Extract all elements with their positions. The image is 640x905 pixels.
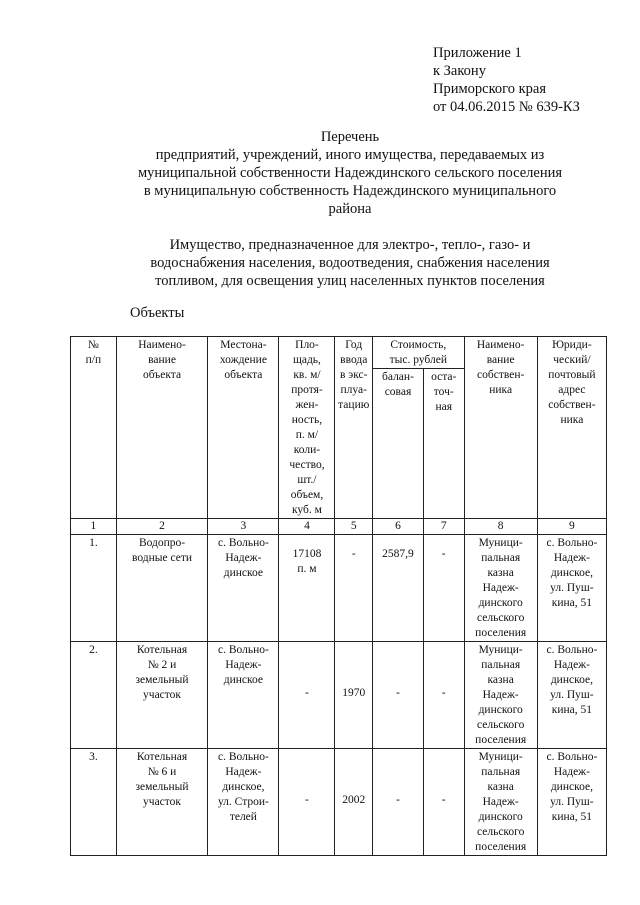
col-number: 3 xyxy=(208,519,279,535)
cell-num: 1. xyxy=(71,535,117,642)
header-residual: оста- точ- ная xyxy=(423,369,464,519)
title-line: муниципальной собственности Надеждинского сельского поселения xyxy=(137,165,563,181)
cell-owner: Муници- пальная казна Надеж- динского сельского поселения xyxy=(464,535,537,642)
table-row xyxy=(71,535,607,642)
header-row xyxy=(71,337,607,369)
header-area: Пло- щадь, кв. м/ протя- жен- ность, п. м/ коли- чество, шт./ объем, куб. м xyxy=(279,337,335,519)
cell-area: 17108 п. м xyxy=(279,535,335,642)
cell-location: с. Вольно- Надеж- динское xyxy=(208,642,279,749)
table-row xyxy=(71,642,607,749)
cell-year: 2002 xyxy=(335,749,373,856)
cell-area: - xyxy=(279,749,335,856)
title-line: района xyxy=(328,201,372,217)
cell-location: с. Вольно- Надеж- динское xyxy=(208,535,279,642)
subtitle-line: Имущество, предназначенное для электро-, тепло-, газо- и xyxy=(169,237,531,253)
col-number: 5 xyxy=(335,519,373,535)
header-balance: балан- совая xyxy=(373,369,424,519)
title-line: в муниципальную собственность Надеждинского муниципального xyxy=(143,183,557,199)
appendix-reference xyxy=(433,44,580,116)
document-subtitle xyxy=(100,236,600,290)
header-year: Год ввода в экс- плуа- тацию xyxy=(335,337,373,519)
header-cost: Стоимость, тыс. рублей xyxy=(373,337,465,369)
cell-address: с. Вольно- Надеж- динское, ул. Пуш- кина, 51 xyxy=(537,749,606,856)
cell-owner: Муници- пальная казна Надеж- динского сельского поселения xyxy=(464,642,537,749)
col-number: 8 xyxy=(464,519,537,535)
cell-balance: - xyxy=(373,749,424,856)
cell-year: 1970 xyxy=(335,642,373,749)
col-number: 7 xyxy=(423,519,464,535)
header-name: Наимено- вание объекта xyxy=(116,337,208,519)
cell-balance: - xyxy=(373,642,424,749)
appendix-line: от 04.06.2015 № 639-КЗ xyxy=(433,99,580,115)
cell-area: - xyxy=(279,642,335,749)
cell-year: - xyxy=(335,535,373,642)
document-title xyxy=(100,128,600,218)
column-number-row xyxy=(71,519,607,535)
header-num: № п/п xyxy=(71,337,117,519)
cell-owner: Муници- пальная казна Надеж- динского сельского поселения xyxy=(464,749,537,856)
col-number: 2 xyxy=(116,519,208,535)
subtitle-line: водоснабжения населения, водоотведения, снабжения населения xyxy=(150,255,550,271)
subtitle-line: топливом, для освещения улиц населенных пунктов поселения xyxy=(155,273,545,289)
col-number: 6 xyxy=(373,519,424,535)
appendix-line: Приморского края xyxy=(433,81,547,97)
cell-num: 2. xyxy=(71,642,117,749)
cell-address: с. Вольно- Надеж- динское, ул. Пуш- кина, 51 xyxy=(537,535,606,642)
header-address: Юриди- ческий/ почтовый адрес собствен- ника xyxy=(537,337,606,519)
header-location: Местона- хождение объекта xyxy=(208,337,279,519)
cell-name: Котельная № 6 и земельный участок xyxy=(116,749,208,856)
property-table xyxy=(70,336,607,856)
title-line: предприятий, учреждений, иного имущества, передаваемых из xyxy=(155,147,545,163)
col-number: 9 xyxy=(537,519,606,535)
cell-address: с. Вольно- Надеж- динское, ул. Пуш- кина, 51 xyxy=(537,642,606,749)
cell-balance: 2587,9 xyxy=(373,535,424,642)
header-owner: Наимено- вание собствен- ника xyxy=(464,337,537,519)
cell-residual: - xyxy=(423,642,464,749)
col-number: 4 xyxy=(279,519,335,535)
title-heading: Перечень xyxy=(320,129,380,145)
appendix-line: к Закону xyxy=(433,63,486,79)
cell-name: Водопро- водные сети xyxy=(116,535,208,642)
cell-num: 3. xyxy=(71,749,117,856)
cell-residual: - xyxy=(423,749,464,856)
appendix-line: Приложение 1 xyxy=(433,45,522,61)
cell-residual: - xyxy=(423,535,464,642)
cell-location: с. Вольно- Надеж- динское, ул. Строи- телей xyxy=(208,749,279,856)
col-number: 1 xyxy=(71,519,117,535)
objects-label: Объекты xyxy=(130,305,185,321)
table-row xyxy=(71,749,607,856)
cell-name: Котельная № 2 и земельный участок xyxy=(116,642,208,749)
